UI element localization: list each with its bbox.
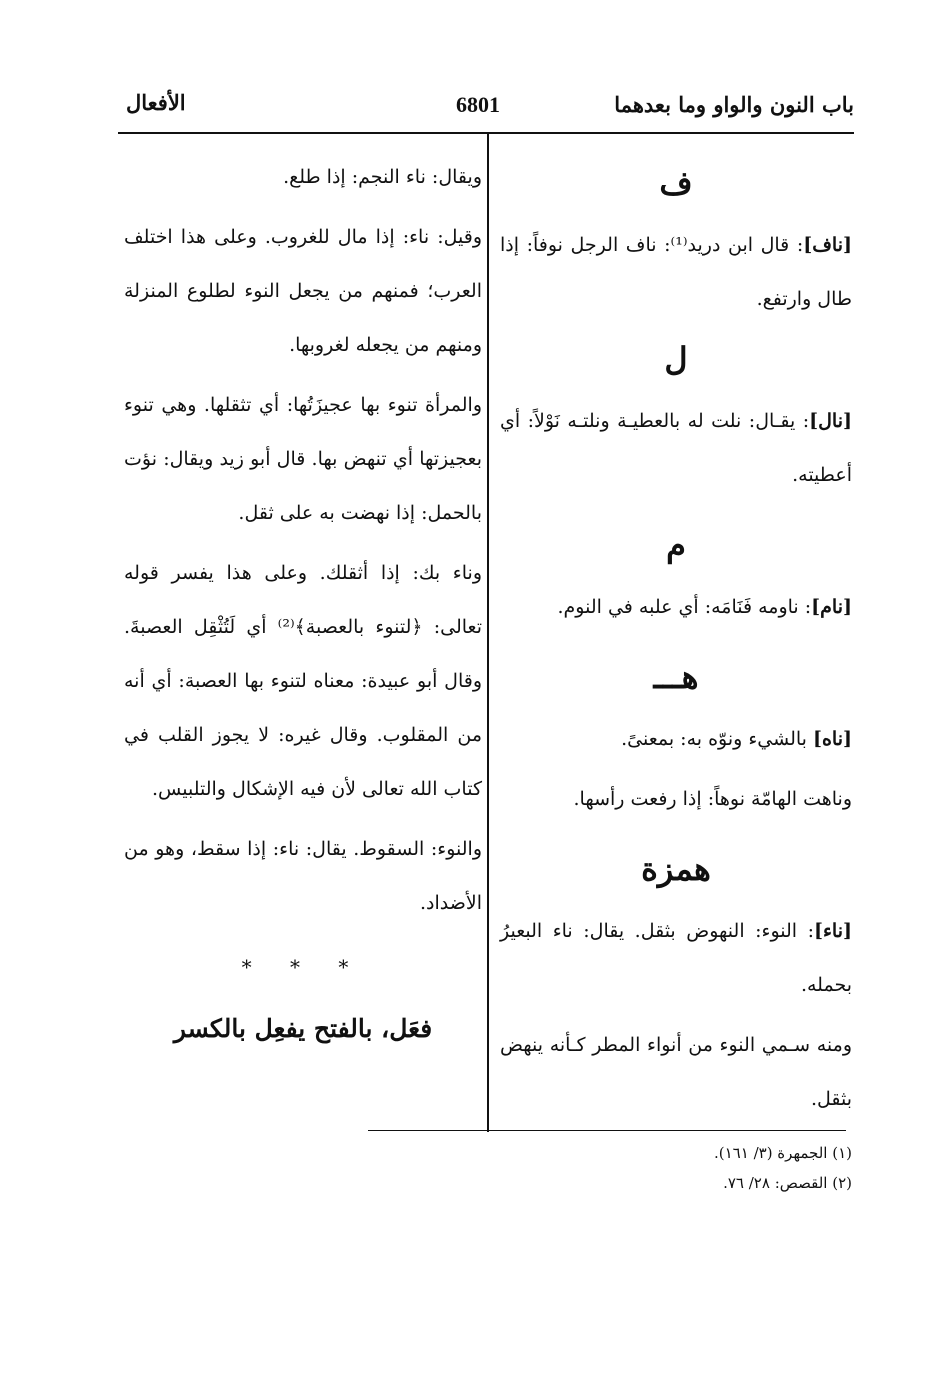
entry-naa <box>500 904 852 1012</box>
entry-nah <box>500 712 852 766</box>
entry-text: : النوء: النهوض بثقل. يقال: ناء البعيرُ بحمله. <box>500 920 852 996</box>
paragraph-3: والمرأة تنوء بها عجيزَتُها: أي تثقلها. وهي تنوء بعجيزتها أي تنهض بها. قال أبو زيد ويقال: نؤت بالحمل: إذا نهضت به على ثقل. <box>124 394 482 524</box>
entry-text: : قال ابن دريد⁽¹⁾: ناف الرجل نوفاً: إذا طال وارتفع. <box>500 234 852 310</box>
letter-heading-lam: ل <box>664 340 688 378</box>
paragraph-1: ويقال: ناء النجم: إذا طلع. <box>283 166 482 188</box>
entry-naf <box>500 218 852 326</box>
entry-headword: [ناء] <box>814 920 852 942</box>
column-divider <box>487 133 489 1132</box>
entry-headword: [نال] <box>809 410 852 432</box>
section-heading: فعَل، بالفتح يفعِل بالكسر <box>173 1014 433 1043</box>
footnote-2: (٢) القصص: ٢٨/ ٧٦. <box>723 1174 852 1192</box>
entry-nam <box>500 580 852 634</box>
letter-heading-fa: ف <box>659 164 693 202</box>
entry-headword: [ناه] <box>812 728 852 750</box>
entry-nah-2: وناهت الهامّة نوهاً: إذا رفعت رأسها. <box>573 788 852 810</box>
section-title-header: الأفعال <box>126 90 186 115</box>
letter-heading-ha: هـــ <box>653 658 699 696</box>
footnotes <box>500 1138 852 1198</box>
separator-stars: * * * <box>241 955 365 979</box>
entry-headword: [نام] <box>811 596 852 618</box>
paragraph-4: وناء بك: إذا أثقلك. وعلى هذا يفسر قوله تعالى: ﴿لتنوء بالعصبة﴾⁽²⁾ أي لَتُثْقِل العصبةَ. وقال أبو عبيدة: معناه لتنوء بها العصبة: أي أنه من المقلوب. وقال غيره: لا يجوز القلب في كتاب الله تعالى لأن فيه الإشكال والتلبيس. <box>124 562 482 800</box>
entry-text: بالشيء ونوّه به: بمعنىً. <box>621 728 813 750</box>
header-rule <box>118 132 854 134</box>
entry-nal <box>500 394 852 502</box>
footnote-1: (١) الجمهرة (٣/ ١٦١). <box>714 1144 852 1162</box>
entry-text: : ناومه فَنَامَه: أي علبه في النوم. <box>557 596 812 618</box>
chapter-title: باب النون والواو وما بعدهما <box>614 92 854 117</box>
page-header <box>118 86 854 126</box>
right-column <box>500 150 852 1126</box>
paragraph-2: وقيل: ناء: إذا مال للغروب. وعلى هذا اختلف العرب؛ فمنهم من يجعل النوء لطلوع المنزلة ومنهم من يجعله لغروبها. <box>124 226 482 356</box>
letter-heading-hamza: همزة <box>641 850 711 888</box>
letter-heading-mim: م <box>666 526 686 564</box>
entry-headword: [ناف] <box>803 234 852 256</box>
entry-naa-2: ومنه سـمي النوء من أنواء المطر كـأنه ينهض بثقل. <box>500 1034 852 1110</box>
left-column <box>124 150 482 1056</box>
footnote-rule <box>368 1130 846 1131</box>
entry-text: : يقـال: نلت له بالعطيـة ونلتـه نَوْلاً: أي أعطيته. <box>500 410 852 486</box>
page-number: 6801 <box>456 92 500 117</box>
paragraph-5: والنوء: السقوط. يقال: ناء: إذا سقط، وهو من الأضداد. <box>124 838 482 914</box>
